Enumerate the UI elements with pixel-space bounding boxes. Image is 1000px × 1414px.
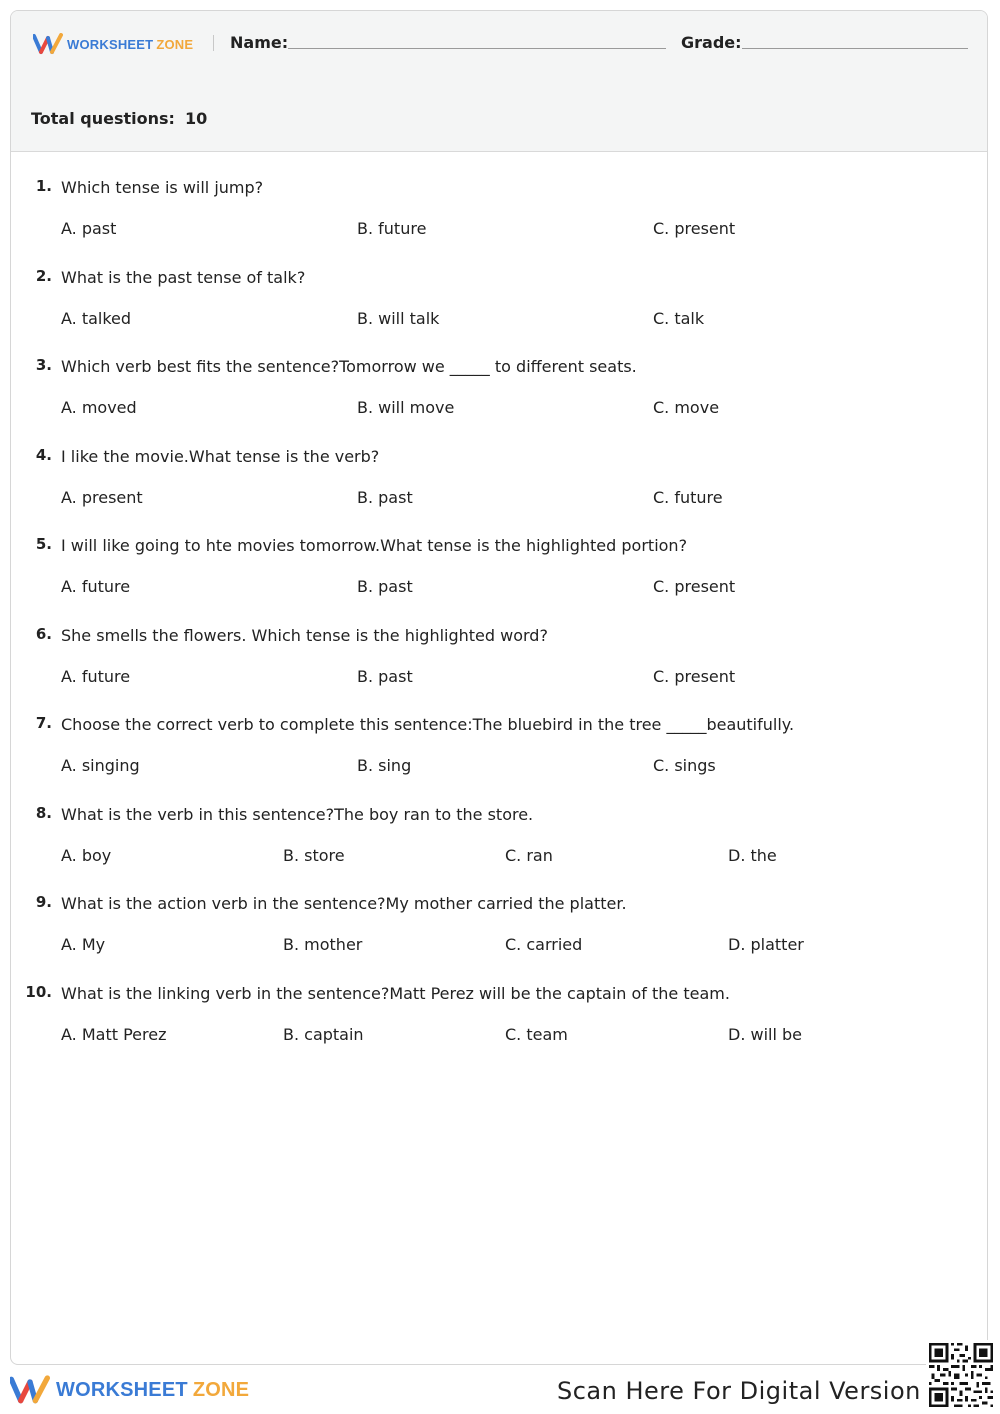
answer-option[interactable]: B. future <box>357 219 427 238</box>
question-item <box>11 444 987 534</box>
question-text: Choose the correct verb to complete this sentence:The bluebird in the tree _____beautifully. <box>61 715 795 734</box>
question-item <box>11 802 987 892</box>
answer-option[interactable]: C. future <box>653 487 723 507</box>
qr-code-icon[interactable] <box>926 1340 996 1410</box>
answer-option[interactable]: B. store <box>283 845 345 865</box>
page-footer <box>0 1366 1000 1414</box>
answer-option[interactable]: B. past <box>357 487 413 507</box>
grade-line[interactable] <box>742 48 968 49</box>
answer-option[interactable]: D. will be <box>728 1024 802 1044</box>
answer-option[interactable]: C. move <box>653 398 720 417</box>
answer-option[interactable]: A. talked <box>61 308 132 328</box>
question-item <box>11 981 987 1071</box>
grade-label: Grade: <box>681 33 742 52</box>
question-item <box>11 623 987 713</box>
brand-word-zone: ZONE <box>156 36 194 52</box>
question-item <box>11 175 987 265</box>
answer-option[interactable]: C. carried <box>505 935 583 954</box>
question-number: 3. <box>35 356 52 374</box>
answer-option[interactable]: C. present <box>653 577 736 596</box>
brand-divider <box>213 35 214 51</box>
answer-option[interactable]: A. future <box>61 666 131 686</box>
worksheet-header <box>11 11 987 152</box>
answer-option[interactable]: C. ran <box>505 845 553 865</box>
answer-option[interactable]: C. present <box>653 219 736 238</box>
question-text: Which tense is will jump? <box>61 178 264 197</box>
answer-option[interactable]: A. future <box>61 577 131 596</box>
answer-option[interactable]: B. will talk <box>357 308 440 328</box>
question-item <box>11 354 987 444</box>
total-questions-label: Total questions: <box>31 109 175 128</box>
answer-option[interactable]: B. captain <box>283 1024 364 1044</box>
total-questions-value: 10 <box>184 109 208 128</box>
worksheetzone-logo-icon <box>10 1374 50 1406</box>
total-questions <box>31 109 207 128</box>
worksheet-sheet <box>10 10 988 1365</box>
footer-brand-text <box>56 1379 249 1402</box>
answer-option[interactable]: B. past <box>357 666 413 686</box>
scan-instruction: Scan Here For Digital Version <box>557 1377 921 1405</box>
brand-logo <box>33 33 193 55</box>
question-number: 2. <box>35 266 52 285</box>
answer-option[interactable]: B. mother <box>283 935 363 954</box>
question-number: 1. <box>35 177 52 195</box>
question-number: 7. <box>35 714 52 732</box>
footer-brand-word-zone: ZONE <box>192 1378 250 1401</box>
name-line[interactable] <box>288 48 666 49</box>
answer-option[interactable]: C. sings <box>653 756 716 775</box>
answer-option[interactable]: C. talk <box>653 308 705 328</box>
brand-text <box>67 37 193 52</box>
question-text: I like the movie.What tense is the verb? <box>61 446 380 466</box>
question-item <box>11 265 987 355</box>
brand-word-worksheet: WORKSHEET <box>67 36 154 52</box>
answer-option[interactable]: A. boy <box>61 845 112 865</box>
question-item <box>11 891 987 981</box>
question-text: What is the past tense of talk? <box>61 267 306 287</box>
answer-option[interactable]: B. past <box>357 577 413 596</box>
question-item <box>11 712 987 802</box>
name-label: Name: <box>230 33 289 52</box>
question-number: 6. <box>35 624 52 643</box>
answer-option[interactable]: B. sing <box>357 756 412 775</box>
question-number: 10. <box>25 982 52 1001</box>
question-number: 5. <box>35 535 52 553</box>
question-number: 9. <box>35 893 52 911</box>
footer-brand-word-worksheet: WORKSHEET <box>56 1378 188 1401</box>
question-text: Which verb best fits the sentence?Tomorrow we _____ to different seats. <box>61 357 637 376</box>
question-text: She smells the flowers. Which tense is the highlighted word? <box>61 625 548 645</box>
question-item <box>11 533 987 623</box>
answer-option[interactable]: A. singing <box>61 756 140 775</box>
answer-option[interactable]: A. moved <box>61 398 137 417</box>
answer-option[interactable]: D. platter <box>728 935 804 954</box>
answer-option[interactable]: A. present <box>61 487 143 507</box>
worksheetzone-logo-icon <box>33 33 63 55</box>
answer-option[interactable]: D. the <box>728 845 777 865</box>
answer-option[interactable]: C. present <box>653 666 736 686</box>
question-text: What is the verb in this sentence?The boy ran to the store. <box>61 804 534 824</box>
answer-option[interactable]: C. team <box>505 1024 568 1044</box>
question-list <box>11 175 987 1070</box>
answer-option[interactable]: B. will move <box>357 398 455 417</box>
question-number: 8. <box>35 803 52 822</box>
answer-option[interactable]: A. Matt Perez <box>61 1024 167 1044</box>
question-text: What is the linking verb in the sentence?Matt Perez will be the captain of the team. <box>61 983 730 1003</box>
answer-option[interactable]: A. My <box>61 935 106 954</box>
question-number: 4. <box>35 445 52 464</box>
answer-option[interactable]: A. past <box>61 219 117 238</box>
question-text: I will like going to hte movies tomorrow.What tense is the highlighted portion? <box>61 536 688 555</box>
footer-brand-logo <box>10 1374 249 1406</box>
question-text: What is the action verb in the sentence?My mother carried the platter. <box>61 894 627 913</box>
